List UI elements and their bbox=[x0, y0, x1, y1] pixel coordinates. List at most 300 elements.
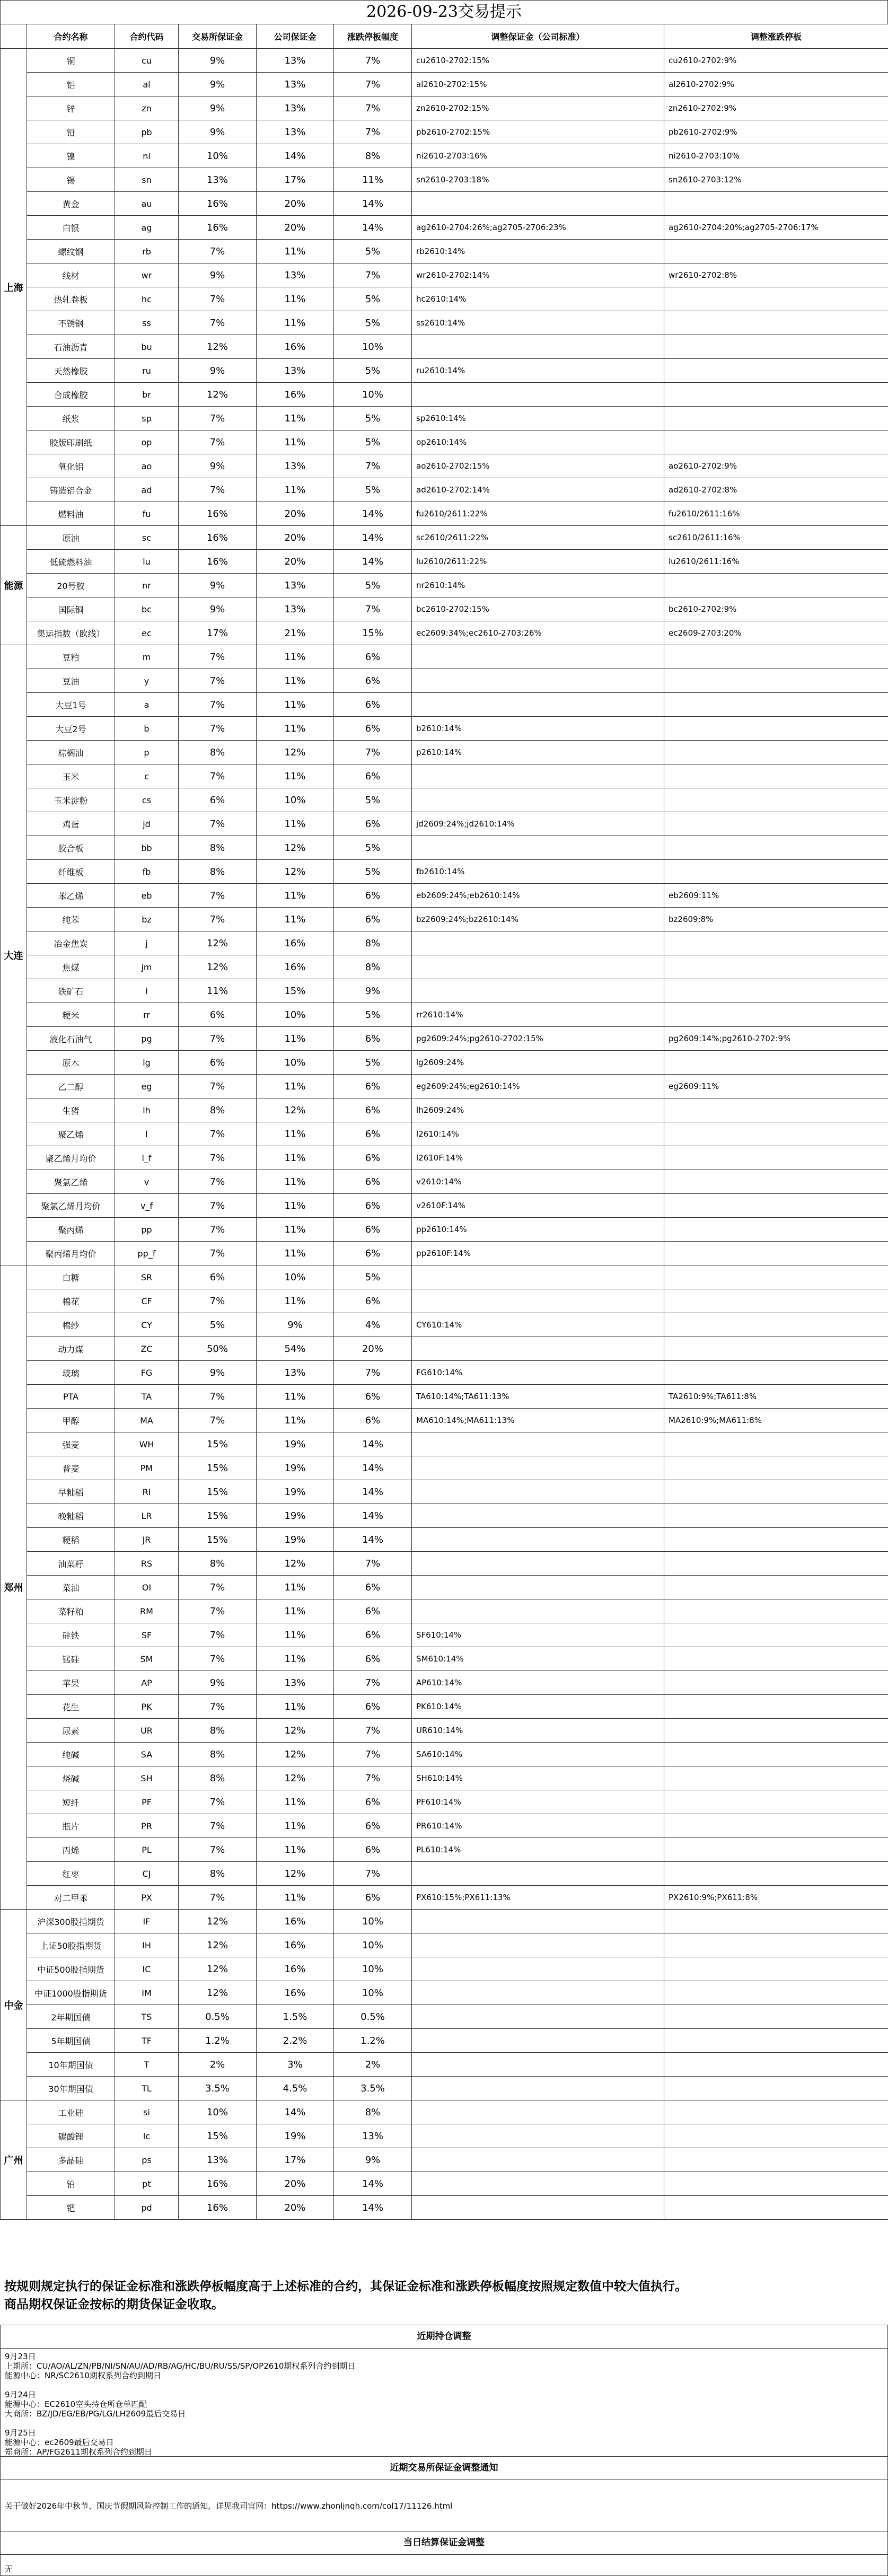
table-row bbox=[1, 1480, 888, 1504]
today-adjust-body bbox=[0, 2554, 888, 2576]
adjusted-limit bbox=[664, 1695, 888, 1719]
exchange-margin: 8% bbox=[179, 741, 257, 764]
company-margin: 20% bbox=[257, 2172, 334, 2196]
table-row bbox=[1, 240, 888, 263]
table-row bbox=[1, 430, 888, 454]
contract-name: 螺纹钢 bbox=[27, 240, 115, 263]
contract-code: l bbox=[115, 1122, 179, 1146]
table-row bbox=[1, 1027, 888, 1051]
adjusted-margin bbox=[412, 979, 664, 1003]
adjusted-margin bbox=[412, 2053, 664, 2077]
contract-name: 玻璃 bbox=[27, 1361, 115, 1385]
adjusted-limit bbox=[664, 717, 888, 741]
contract-name: 中证500股指期货 bbox=[27, 1957, 115, 1981]
exchange-margin: 0.5% bbox=[179, 2005, 257, 2029]
table-row bbox=[1, 931, 888, 955]
company-margin: 11% bbox=[257, 1623, 334, 1647]
contract-name: 鸡蛋 bbox=[27, 812, 115, 836]
contract-name: 30年期国债 bbox=[27, 2077, 115, 2100]
adjusted-limit bbox=[664, 1146, 888, 1170]
exchange-margin: 8% bbox=[179, 1743, 257, 1766]
adjusted-margin bbox=[412, 2196, 664, 2220]
table-row bbox=[1, 407, 888, 430]
page-title: 2026-09-23交易提示 bbox=[0, 0, 888, 24]
company-margin: 11% bbox=[257, 1027, 334, 1051]
contract-name: 铝 bbox=[27, 73, 115, 96]
company-margin: 15% bbox=[257, 979, 334, 1003]
adjusted-limit bbox=[664, 931, 888, 955]
contract-name: 豆粕 bbox=[27, 645, 115, 669]
exchange-margin: 7% bbox=[179, 669, 257, 693]
adjusted-limit bbox=[664, 2077, 888, 2100]
adjusted-limit bbox=[664, 383, 888, 407]
spacer bbox=[5, 2419, 883, 2428]
adjusted-limit: sc2610/2611:16% bbox=[664, 526, 888, 550]
adjust-date: 9月24日 bbox=[5, 2390, 36, 2399]
contract-name: 晚籼稻 bbox=[27, 1504, 115, 1528]
contract-code: PM bbox=[115, 1456, 179, 1480]
contract-name: 强麦 bbox=[27, 1432, 115, 1456]
company-margin: 11% bbox=[257, 645, 334, 669]
contract-code: p bbox=[115, 741, 179, 764]
adjusted-limit bbox=[664, 1910, 888, 1933]
table-row bbox=[1, 49, 888, 73]
table-row bbox=[1, 335, 888, 359]
contract-name: 棉纱 bbox=[27, 1313, 115, 1337]
company-margin: 11% bbox=[257, 407, 334, 430]
table-row bbox=[1, 884, 888, 908]
company-margin: 11% bbox=[257, 1790, 334, 1814]
contract-code: rr bbox=[115, 1003, 179, 1027]
adjusted-margin: PX610:15%;PX611:13% bbox=[412, 1886, 664, 1910]
company-margin: 16% bbox=[257, 1910, 334, 1933]
contract-name: 菜油 bbox=[27, 1576, 115, 1599]
adjusted-margin: v2610F:14% bbox=[412, 1194, 664, 1218]
exchange-margin: 12% bbox=[179, 931, 257, 955]
company-margin: 11% bbox=[257, 1886, 334, 1910]
adjusted-margin: op2610:14% bbox=[412, 430, 664, 454]
exchange-name: 上海 bbox=[1, 49, 27, 526]
contract-name: 烧碱 bbox=[27, 1766, 115, 1790]
limit-rate: 10% bbox=[334, 1957, 412, 1981]
limit-rate: 5% bbox=[334, 1265, 412, 1289]
table-row bbox=[1, 1766, 888, 1790]
header-contract-name: 合约名称 bbox=[27, 24, 115, 49]
limit-rate: 6% bbox=[334, 1170, 412, 1194]
adjusted-margin bbox=[412, 1552, 664, 1576]
adjusted-margin: lg2609:24% bbox=[412, 1051, 664, 1075]
table-row bbox=[1, 478, 888, 502]
company-margin: 11% bbox=[257, 478, 334, 502]
contract-name: 花生 bbox=[27, 1695, 115, 1719]
contract-code: ZC bbox=[115, 1337, 179, 1361]
adjusted-limit: PX2610:9%;PX611:8% bbox=[664, 1886, 888, 1910]
contract-code: al bbox=[115, 73, 179, 96]
limit-rate: 4% bbox=[334, 1313, 412, 1337]
company-margin: 11% bbox=[257, 287, 334, 311]
contract-name: 聚乙烯 bbox=[27, 1122, 115, 1146]
exchange-margin: 7% bbox=[179, 1623, 257, 1647]
exchange-margin: 5% bbox=[179, 1313, 257, 1337]
limit-rate: 6% bbox=[334, 693, 412, 717]
contract-code: pg bbox=[115, 1027, 179, 1051]
exchange-margin: 7% bbox=[179, 693, 257, 717]
exchange-margin: 16% bbox=[179, 550, 257, 574]
company-margin: 16% bbox=[257, 955, 334, 979]
table-row bbox=[1, 1552, 888, 1576]
adjusted-limit bbox=[664, 812, 888, 836]
contract-code: cu bbox=[115, 49, 179, 73]
exchange-margin: 9% bbox=[179, 359, 257, 383]
adjusted-margin: pb2610-2702:15% bbox=[412, 120, 664, 144]
header-exchange-margin: 交易所保证金 bbox=[179, 24, 257, 49]
adjusted-limit bbox=[664, 1313, 888, 1337]
adjusted-limit: zn2610-2702:9% bbox=[664, 96, 888, 120]
contract-name: 焦煤 bbox=[27, 955, 115, 979]
company-margin: 12% bbox=[257, 1719, 334, 1743]
limit-rate: 5% bbox=[334, 311, 412, 335]
company-margin: 10% bbox=[257, 1265, 334, 1289]
adjusted-limit: MA2610:9%;MA611:8% bbox=[664, 1409, 888, 1432]
limit-rate: 7% bbox=[334, 1552, 412, 1576]
table-row bbox=[1, 2005, 888, 2029]
adjusted-limit bbox=[664, 1051, 888, 1075]
limit-rate: 5% bbox=[334, 430, 412, 454]
exchange-margin: 16% bbox=[179, 216, 257, 240]
company-margin: 11% bbox=[257, 1289, 334, 1313]
table-row bbox=[1, 1361, 888, 1385]
exchange-margin: 3.5% bbox=[179, 2077, 257, 2100]
contract-name: 石油沥青 bbox=[27, 335, 115, 359]
exchange-margin: 7% bbox=[179, 287, 257, 311]
contract-name: 原油 bbox=[27, 526, 115, 550]
contract-name: 锌 bbox=[27, 96, 115, 120]
contract-code: cs bbox=[115, 788, 179, 812]
exchange-margin: 6% bbox=[179, 1003, 257, 1027]
table-row bbox=[1, 1122, 888, 1146]
adjusted-margin: cu2610-2702:15% bbox=[412, 49, 664, 73]
limit-rate: 7% bbox=[334, 1361, 412, 1385]
adjusted-margin bbox=[412, 1528, 664, 1552]
company-margin: 13% bbox=[257, 1361, 334, 1385]
table-header-row bbox=[1, 24, 888, 49]
limit-rate: 7% bbox=[334, 49, 412, 73]
contract-name: 红枣 bbox=[27, 1862, 115, 1886]
table-row bbox=[1, 550, 888, 574]
adjusted-margin: pg2609:24%;pg2610-2702:15% bbox=[412, 1027, 664, 1051]
limit-rate: 7% bbox=[334, 1719, 412, 1743]
limit-rate: 5% bbox=[334, 1003, 412, 1027]
contract-code: JR bbox=[115, 1528, 179, 1552]
company-margin: 11% bbox=[257, 1146, 334, 1170]
company-margin: 20% bbox=[257, 216, 334, 240]
contract-code: PR bbox=[115, 1814, 179, 1838]
contract-code: lg bbox=[115, 1051, 179, 1075]
table-row bbox=[1, 2124, 888, 2148]
contract-name: 聚丙烯月均价 bbox=[27, 1242, 115, 1265]
company-margin: 2.2% bbox=[257, 2029, 334, 2053]
adjusted-limit: ad2610-2702:8% bbox=[664, 478, 888, 502]
exchange-margin: 7% bbox=[179, 430, 257, 454]
company-margin: 13% bbox=[257, 597, 334, 621]
limit-rate: 6% bbox=[334, 1146, 412, 1170]
adjusted-margin: AP610:14% bbox=[412, 1671, 664, 1695]
contract-code: CF bbox=[115, 1289, 179, 1313]
contract-name: 瓶片 bbox=[27, 1814, 115, 1838]
contract-name: 油菜籽 bbox=[27, 1552, 115, 1576]
adjusted-margin: SF610:14% bbox=[412, 1623, 664, 1647]
contract-code: jd bbox=[115, 812, 179, 836]
limit-rate: 14% bbox=[334, 216, 412, 240]
company-margin: 4.5% bbox=[257, 2077, 334, 2100]
limit-rate: 8% bbox=[334, 2100, 412, 2124]
contract-name: 粳米 bbox=[27, 1003, 115, 1027]
company-margin: 20% bbox=[257, 2196, 334, 2220]
adjusted-margin bbox=[412, 1576, 664, 1599]
table-row bbox=[1, 574, 888, 597]
adjusted-margin: pp2610F:14% bbox=[412, 1242, 664, 1265]
limit-rate: 6% bbox=[334, 1194, 412, 1218]
contract-name: 棉花 bbox=[27, 1289, 115, 1313]
table-row bbox=[1, 1385, 888, 1409]
adjusted-margin bbox=[412, 1910, 664, 1933]
table-row bbox=[1, 860, 888, 884]
limit-rate: 5% bbox=[334, 359, 412, 383]
table-row bbox=[1, 1695, 888, 1719]
margin-table-body bbox=[1, 49, 888, 2220]
exchange-margin: 7% bbox=[179, 1075, 257, 1098]
table-row bbox=[1, 1313, 888, 1337]
limit-rate: 10% bbox=[334, 383, 412, 407]
contract-code: nr bbox=[115, 574, 179, 597]
limit-rate: 5% bbox=[334, 407, 412, 430]
table-row bbox=[1, 2029, 888, 2053]
adjusted-margin: lu2610/2611:22% bbox=[412, 550, 664, 574]
table-row bbox=[1, 144, 888, 168]
adjusted-margin bbox=[412, 2029, 664, 2053]
adjust-item: 大商所：BZ/JD/EG/EB/PG/LG/LH2609最后交易日 bbox=[5, 2409, 186, 2419]
adjusted-limit bbox=[664, 1814, 888, 1838]
contract-code: CY bbox=[115, 1313, 179, 1337]
limit-rate: 5% bbox=[334, 836, 412, 860]
company-margin: 12% bbox=[257, 836, 334, 860]
exchange-margin: 16% bbox=[179, 2196, 257, 2220]
table-row bbox=[1, 669, 888, 693]
table-row bbox=[1, 454, 888, 478]
exchange-margin: 7% bbox=[179, 1695, 257, 1719]
contract-code: ec bbox=[115, 621, 179, 645]
contract-code: IC bbox=[115, 1957, 179, 1981]
adjusted-margin: al2610-2702:15% bbox=[412, 73, 664, 96]
adjusted-margin: ru2610:14% bbox=[412, 359, 664, 383]
table-row bbox=[1, 502, 888, 526]
contract-code: ad bbox=[115, 478, 179, 502]
contract-code: si bbox=[115, 2100, 179, 2124]
contract-name: 尿素 bbox=[27, 1719, 115, 1743]
company-margin: 11% bbox=[257, 1122, 334, 1146]
adjusted-margin: eb2609:24%;eb2610:14% bbox=[412, 884, 664, 908]
limit-rate: 5% bbox=[334, 574, 412, 597]
adjusted-margin: bz2609:24%;bz2610:14% bbox=[412, 908, 664, 931]
limit-rate: 7% bbox=[334, 263, 412, 287]
adjusted-margin bbox=[412, 1432, 664, 1456]
contract-code: br bbox=[115, 383, 179, 407]
adjusted-margin bbox=[412, 669, 664, 693]
contract-name: 聚氯乙烯月均价 bbox=[27, 1194, 115, 1218]
exchange-name: 广州 bbox=[1, 2100, 27, 2220]
contract-code: wr bbox=[115, 263, 179, 287]
limit-rate: 14% bbox=[334, 2172, 412, 2196]
adjusted-margin bbox=[412, 1599, 664, 1623]
exchange-name: 能源 bbox=[1, 526, 27, 645]
exchange-margin: 15% bbox=[179, 1432, 257, 1456]
adjusted-margin: FG610:14% bbox=[412, 1361, 664, 1385]
contract-code: ss bbox=[115, 311, 179, 335]
table-row bbox=[1, 216, 888, 240]
contract-name: 集运指数（欧线） bbox=[27, 621, 115, 645]
adjusted-margin: sn2610-2703:18% bbox=[412, 168, 664, 192]
contract-code: y bbox=[115, 669, 179, 693]
contract-name: 玉米淀粉 bbox=[27, 788, 115, 812]
exchange-margin: 8% bbox=[179, 836, 257, 860]
adjusted-limit: bz2609:8% bbox=[664, 908, 888, 931]
company-margin: 11% bbox=[257, 1194, 334, 1218]
company-margin: 11% bbox=[257, 812, 334, 836]
company-margin: 11% bbox=[257, 430, 334, 454]
exchange-margin: 8% bbox=[179, 860, 257, 884]
adjusted-limit bbox=[664, 669, 888, 693]
exchange-margin: 7% bbox=[179, 1647, 257, 1671]
contract-code: TL bbox=[115, 2077, 179, 2100]
limit-rate: 14% bbox=[334, 1456, 412, 1480]
adjusted-limit bbox=[664, 1981, 888, 2005]
contract-code: UR bbox=[115, 1719, 179, 1743]
exchange-margin: 9% bbox=[179, 96, 257, 120]
company-margin: 11% bbox=[257, 1814, 334, 1838]
company-margin: 17% bbox=[257, 168, 334, 192]
adjusted-margin: rr2610:14% bbox=[412, 1003, 664, 1027]
adjusted-margin: ni2610-2703:16% bbox=[412, 144, 664, 168]
table-row bbox=[1, 1051, 888, 1075]
limit-rate: 6% bbox=[334, 812, 412, 836]
company-margin: 17% bbox=[257, 2148, 334, 2172]
contract-name: 锰硅 bbox=[27, 1647, 115, 1671]
contract-code: TS bbox=[115, 2005, 179, 2029]
exchange-margin: 16% bbox=[179, 192, 257, 216]
adjusted-margin bbox=[412, 2172, 664, 2196]
exchange-margin: 2% bbox=[179, 2053, 257, 2077]
contract-name: 早籼稻 bbox=[27, 1480, 115, 1504]
header-exchange bbox=[1, 24, 27, 49]
table-row bbox=[1, 2196, 888, 2220]
header-contract-code: 合约代码 bbox=[115, 24, 179, 49]
recent-notice-body bbox=[0, 2480, 888, 2531]
adjusted-margin: UR610:14% bbox=[412, 1719, 664, 1743]
contract-name: 铜 bbox=[27, 49, 115, 73]
exchange-margin: 13% bbox=[179, 168, 257, 192]
exchange-margin: 10% bbox=[179, 144, 257, 168]
exchange-margin: 7% bbox=[179, 1409, 257, 1432]
contract-code: pp bbox=[115, 1218, 179, 1242]
exchange-margin: 9% bbox=[179, 574, 257, 597]
limit-rate: 15% bbox=[334, 621, 412, 645]
table-row bbox=[1, 645, 888, 669]
adjusted-limit: TA2610:9%;TA611:8% bbox=[664, 1385, 888, 1409]
company-margin: 16% bbox=[257, 383, 334, 407]
adjusted-margin: sc2610/2611:22% bbox=[412, 526, 664, 550]
adjusted-limit bbox=[664, 2100, 888, 2124]
adjusted-limit bbox=[664, 240, 888, 263]
limit-rate: 6% bbox=[334, 669, 412, 693]
adjusted-margin: zn2610-2702:15% bbox=[412, 96, 664, 120]
adjusted-limit bbox=[664, 1838, 888, 1862]
limit-rate: 6% bbox=[334, 1218, 412, 1242]
exchange-margin: 7% bbox=[179, 884, 257, 908]
adjusted-margin bbox=[412, 2148, 664, 2172]
company-margin: 20% bbox=[257, 526, 334, 550]
company-margin: 16% bbox=[257, 1981, 334, 2005]
adjusted-margin: b2610:14% bbox=[412, 717, 664, 741]
contract-code: pb bbox=[115, 120, 179, 144]
contract-code: OI bbox=[115, 1576, 179, 1599]
adjusted-margin bbox=[412, 955, 664, 979]
today-adjust-text: 无 bbox=[5, 2564, 13, 2574]
limit-rate: 14% bbox=[334, 550, 412, 574]
company-margin: 11% bbox=[257, 717, 334, 741]
limit-rate: 7% bbox=[334, 1671, 412, 1695]
exchange-margin: 15% bbox=[179, 1504, 257, 1528]
adjusted-limit bbox=[664, 1623, 888, 1647]
limit-rate: 11% bbox=[334, 168, 412, 192]
exchange-margin: 16% bbox=[179, 526, 257, 550]
limit-rate: 0.5% bbox=[334, 2005, 412, 2029]
company-margin: 11% bbox=[257, 908, 334, 931]
company-margin: 13% bbox=[257, 263, 334, 287]
contract-name: 大豆1号 bbox=[27, 693, 115, 717]
contract-code: PL bbox=[115, 1838, 179, 1862]
exchange-margin: 9% bbox=[179, 120, 257, 144]
contract-code: RM bbox=[115, 1599, 179, 1623]
adjusted-margin: sp2610:14% bbox=[412, 407, 664, 430]
exchange-margin: 12% bbox=[179, 955, 257, 979]
contract-code: pd bbox=[115, 2196, 179, 2220]
contract-name: 线材 bbox=[27, 263, 115, 287]
company-margin: 12% bbox=[257, 741, 334, 764]
adjusted-margin bbox=[412, 1337, 664, 1361]
company-margin: 12% bbox=[257, 1743, 334, 1766]
contract-code: SM bbox=[115, 1647, 179, 1671]
adjusted-limit bbox=[664, 2124, 888, 2148]
contract-code: PK bbox=[115, 1695, 179, 1719]
contract-code: TA bbox=[115, 1385, 179, 1409]
contract-name: 上证50股指期货 bbox=[27, 1933, 115, 1957]
exchange-margin: 7% bbox=[179, 1146, 257, 1170]
adjusted-limit: ni2610-2703:10% bbox=[664, 144, 888, 168]
limit-rate: 14% bbox=[334, 526, 412, 550]
company-margin: 13% bbox=[257, 120, 334, 144]
table-row bbox=[1, 1862, 888, 1886]
adjusted-limit: lu2610/2611:16% bbox=[664, 550, 888, 574]
contract-code: CJ bbox=[115, 1862, 179, 1886]
exchange-margin: 11% bbox=[179, 979, 257, 1003]
rule-note-line: 按规则规定执行的保证金标准和涨跌停板幅度高于上述标准的合约，其保证金标准和涨跌停板幅度按照规定数值中较大值执行。 bbox=[4, 2279, 687, 2293]
limit-rate: 7% bbox=[334, 741, 412, 764]
adjusted-margin: wr2610-2702:14% bbox=[412, 263, 664, 287]
exchange-margin: 7% bbox=[179, 1385, 257, 1409]
limit-rate: 6% bbox=[334, 1814, 412, 1838]
adjusted-limit bbox=[664, 693, 888, 717]
company-margin: 19% bbox=[257, 2124, 334, 2148]
